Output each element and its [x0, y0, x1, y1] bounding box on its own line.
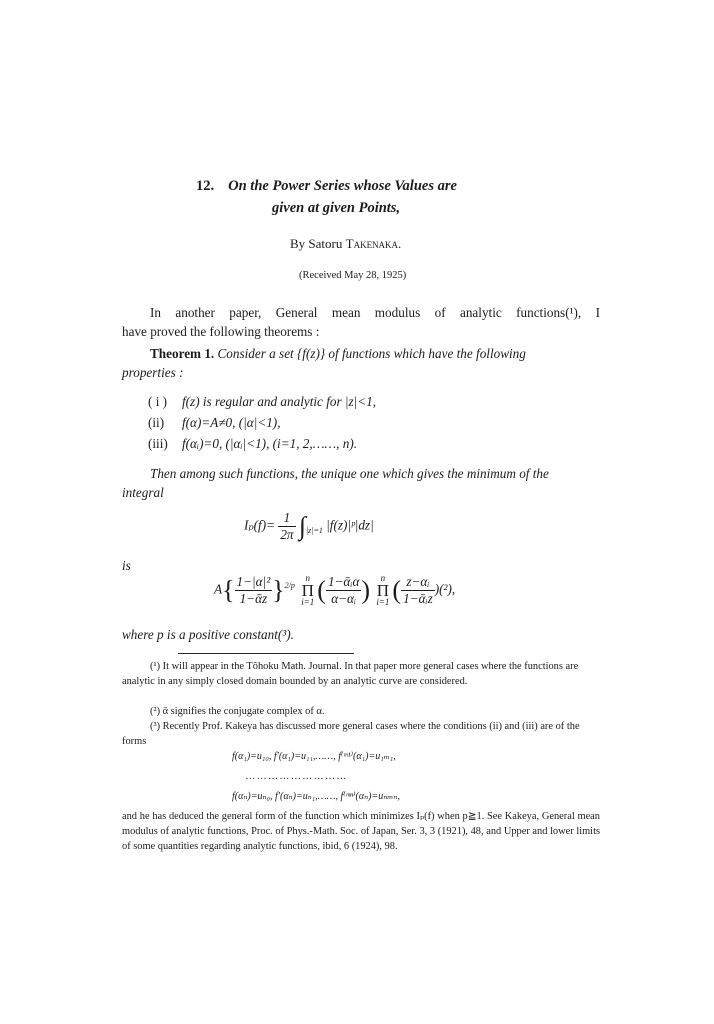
- first-product-bottom: i=1: [301, 597, 315, 607]
- theorem-block: [122, 344, 600, 382]
- integral-subscript: |z|=1: [305, 526, 323, 536]
- footnote-3-continuation: [122, 809, 600, 854]
- footnote-1: [122, 659, 600, 689]
- second-fraction: [326, 574, 361, 607]
- brace-exponent: 2/p: [284, 581, 295, 591]
- condition-1-text: f(z) is regular and analytic for |z|<1,: [182, 394, 377, 409]
- formula-coefficient: A: [214, 581, 223, 597]
- footnote-3-dots: … … … … … … … … …: [246, 771, 347, 782]
- second-product-top: n: [380, 573, 386, 583]
- second-frac-den: α−αᵢ: [331, 591, 357, 606]
- first-product-top: n: [305, 573, 310, 583]
- integral-sign: ∫: [298, 511, 306, 541]
- footnote-3-text: (³) Recently Prof. Kakeya has discussed more general cases where the conditions (ii) and (iii) are of the forms: [122, 721, 580, 747]
- second-product-bottom: i=1: [376, 597, 390, 607]
- author-surname: Takenaka.: [345, 236, 402, 251]
- condition-3-text: f(αᵢ)=0, (|αᵢ|<1), (i=1, 2,……, n).: [182, 436, 358, 451]
- author-line: [290, 236, 401, 252]
- intro-paragraph: [122, 303, 600, 341]
- then-line-2: integral: [122, 485, 164, 500]
- then-line-1: Then among such functions, the unique one which gives the minimum of the: [150, 466, 549, 481]
- integral-formula: [244, 510, 374, 543]
- minimizing-function-formula: A{ $\frac{\text{1−|α|²}}{\text{1−ᾱz}}$ }$^{2/p}$ n Π i=1 ( $\frac{\text{1−ᾱᵢα}}{\text{α−αᵢ}}$ ) n Π i=1 ( $\frac{\text{z−αᵢ}}{\text{1−ᾱᵢz}}$ )(²),: [214, 573, 456, 607]
- formula-tail: )(²),: [434, 581, 456, 597]
- footnote-2: [122, 704, 600, 719]
- footnote-3-cont-text: and he has deduced the general form of the function which minimizes Iₚ(f) when p≧1. See Kakeya, General mean modulus of analytic functions, Proc. of Phys.-Math. Soc. of Japan, Ser. 3, 3 (1921), 48, and Upper and lower limits of some quantities regarding analytic functions, ibid, 6 (1924), 98.: [122, 811, 600, 852]
- condition-2-text: f(α)=A≠0, (|α|<1),: [182, 415, 281, 430]
- first-fraction: [235, 574, 273, 607]
- integrand: |f(z)|ᵖ|dz|: [326, 517, 374, 533]
- section-number: 12.: [196, 178, 215, 194]
- condition-3: [148, 436, 357, 452]
- right-brace: }: [272, 575, 285, 605]
- second-frac-num: 1−ᾱᵢα: [327, 574, 360, 589]
- footnote-3-equation-1: f(α₁)=u₁₀, f′(α₁)=u₁₁,……, f⁽ᵐ¹⁾(α₁)=u₁ₘ₁,: [232, 751, 396, 762]
- first-product-symbol: Π: [301, 581, 314, 600]
- theorem-text-1: Consider a set {f(z)} of functions which have the following: [217, 346, 526, 361]
- received-date: (Received May 28, 1925): [299, 270, 407, 281]
- paper-title-line2: given at given Points,: [272, 200, 401, 216]
- theorem-label: Theorem 1.: [150, 346, 215, 361]
- title-text-1: On the Power Series whose Values are: [228, 178, 457, 194]
- integral-lhs: Iₚ(f)=: [244, 517, 276, 533]
- intro-line-1: In another paper, General mean modulus of analytic functions(¹), I: [150, 305, 600, 320]
- second-product-symbol: Π: [376, 581, 390, 600]
- intro-line-2: have proved the following theorems :: [122, 324, 320, 339]
- footnote-3-equation-2: f(αₙ)=uₙ₀, f′(αₙ)=uₙ₁,……, f⁽ᵐⁿ⁾(αₙ)=uₙₘₙ,: [232, 791, 400, 802]
- footnote-3: [122, 719, 600, 749]
- where-line: where p is a positive constant(³).: [122, 627, 294, 642]
- third-frac-num: z−αᵢ: [401, 574, 435, 591]
- is-word: is: [122, 558, 131, 573]
- condition-3-label: (iii): [148, 436, 168, 451]
- first-frac-num: 1−|α|²: [236, 574, 271, 589]
- then-paragraph: [122, 464, 600, 502]
- third-frac-den: 1−ᾱᵢz: [403, 591, 433, 606]
- condition-2-label: (ii): [148, 415, 165, 430]
- integral-frac-den: 2π: [280, 527, 294, 542]
- footnote-1-text: (¹) It will appear in the Tôhoku Math. Journal. In that paper more general cases where the functions are analytic in any simply closed domain bounded by an analytic curve are considered.: [122, 661, 579, 687]
- integral-frac-num: 1: [278, 510, 295, 527]
- left-brace: {: [222, 575, 235, 605]
- second-product: [376, 574, 389, 607]
- first-frac-den: 1−ᾱz: [239, 591, 268, 606]
- footnote-divider: [178, 653, 354, 654]
- integral-fraction: [278, 510, 295, 543]
- third-fraction: [401, 574, 435, 607]
- condition-2: [148, 415, 281, 431]
- condition-1-label: ( i ): [148, 394, 168, 409]
- footnote-2-text: (²) ᾱ signifies the conjugate complex of α.: [150, 706, 325, 717]
- condition-1: [148, 394, 376, 410]
- paper-title-line1: [196, 178, 457, 195]
- theorem-text-2: properties :: [122, 365, 184, 380]
- first-product: [301, 574, 314, 607]
- author-prefix: By Satoru: [290, 236, 343, 251]
